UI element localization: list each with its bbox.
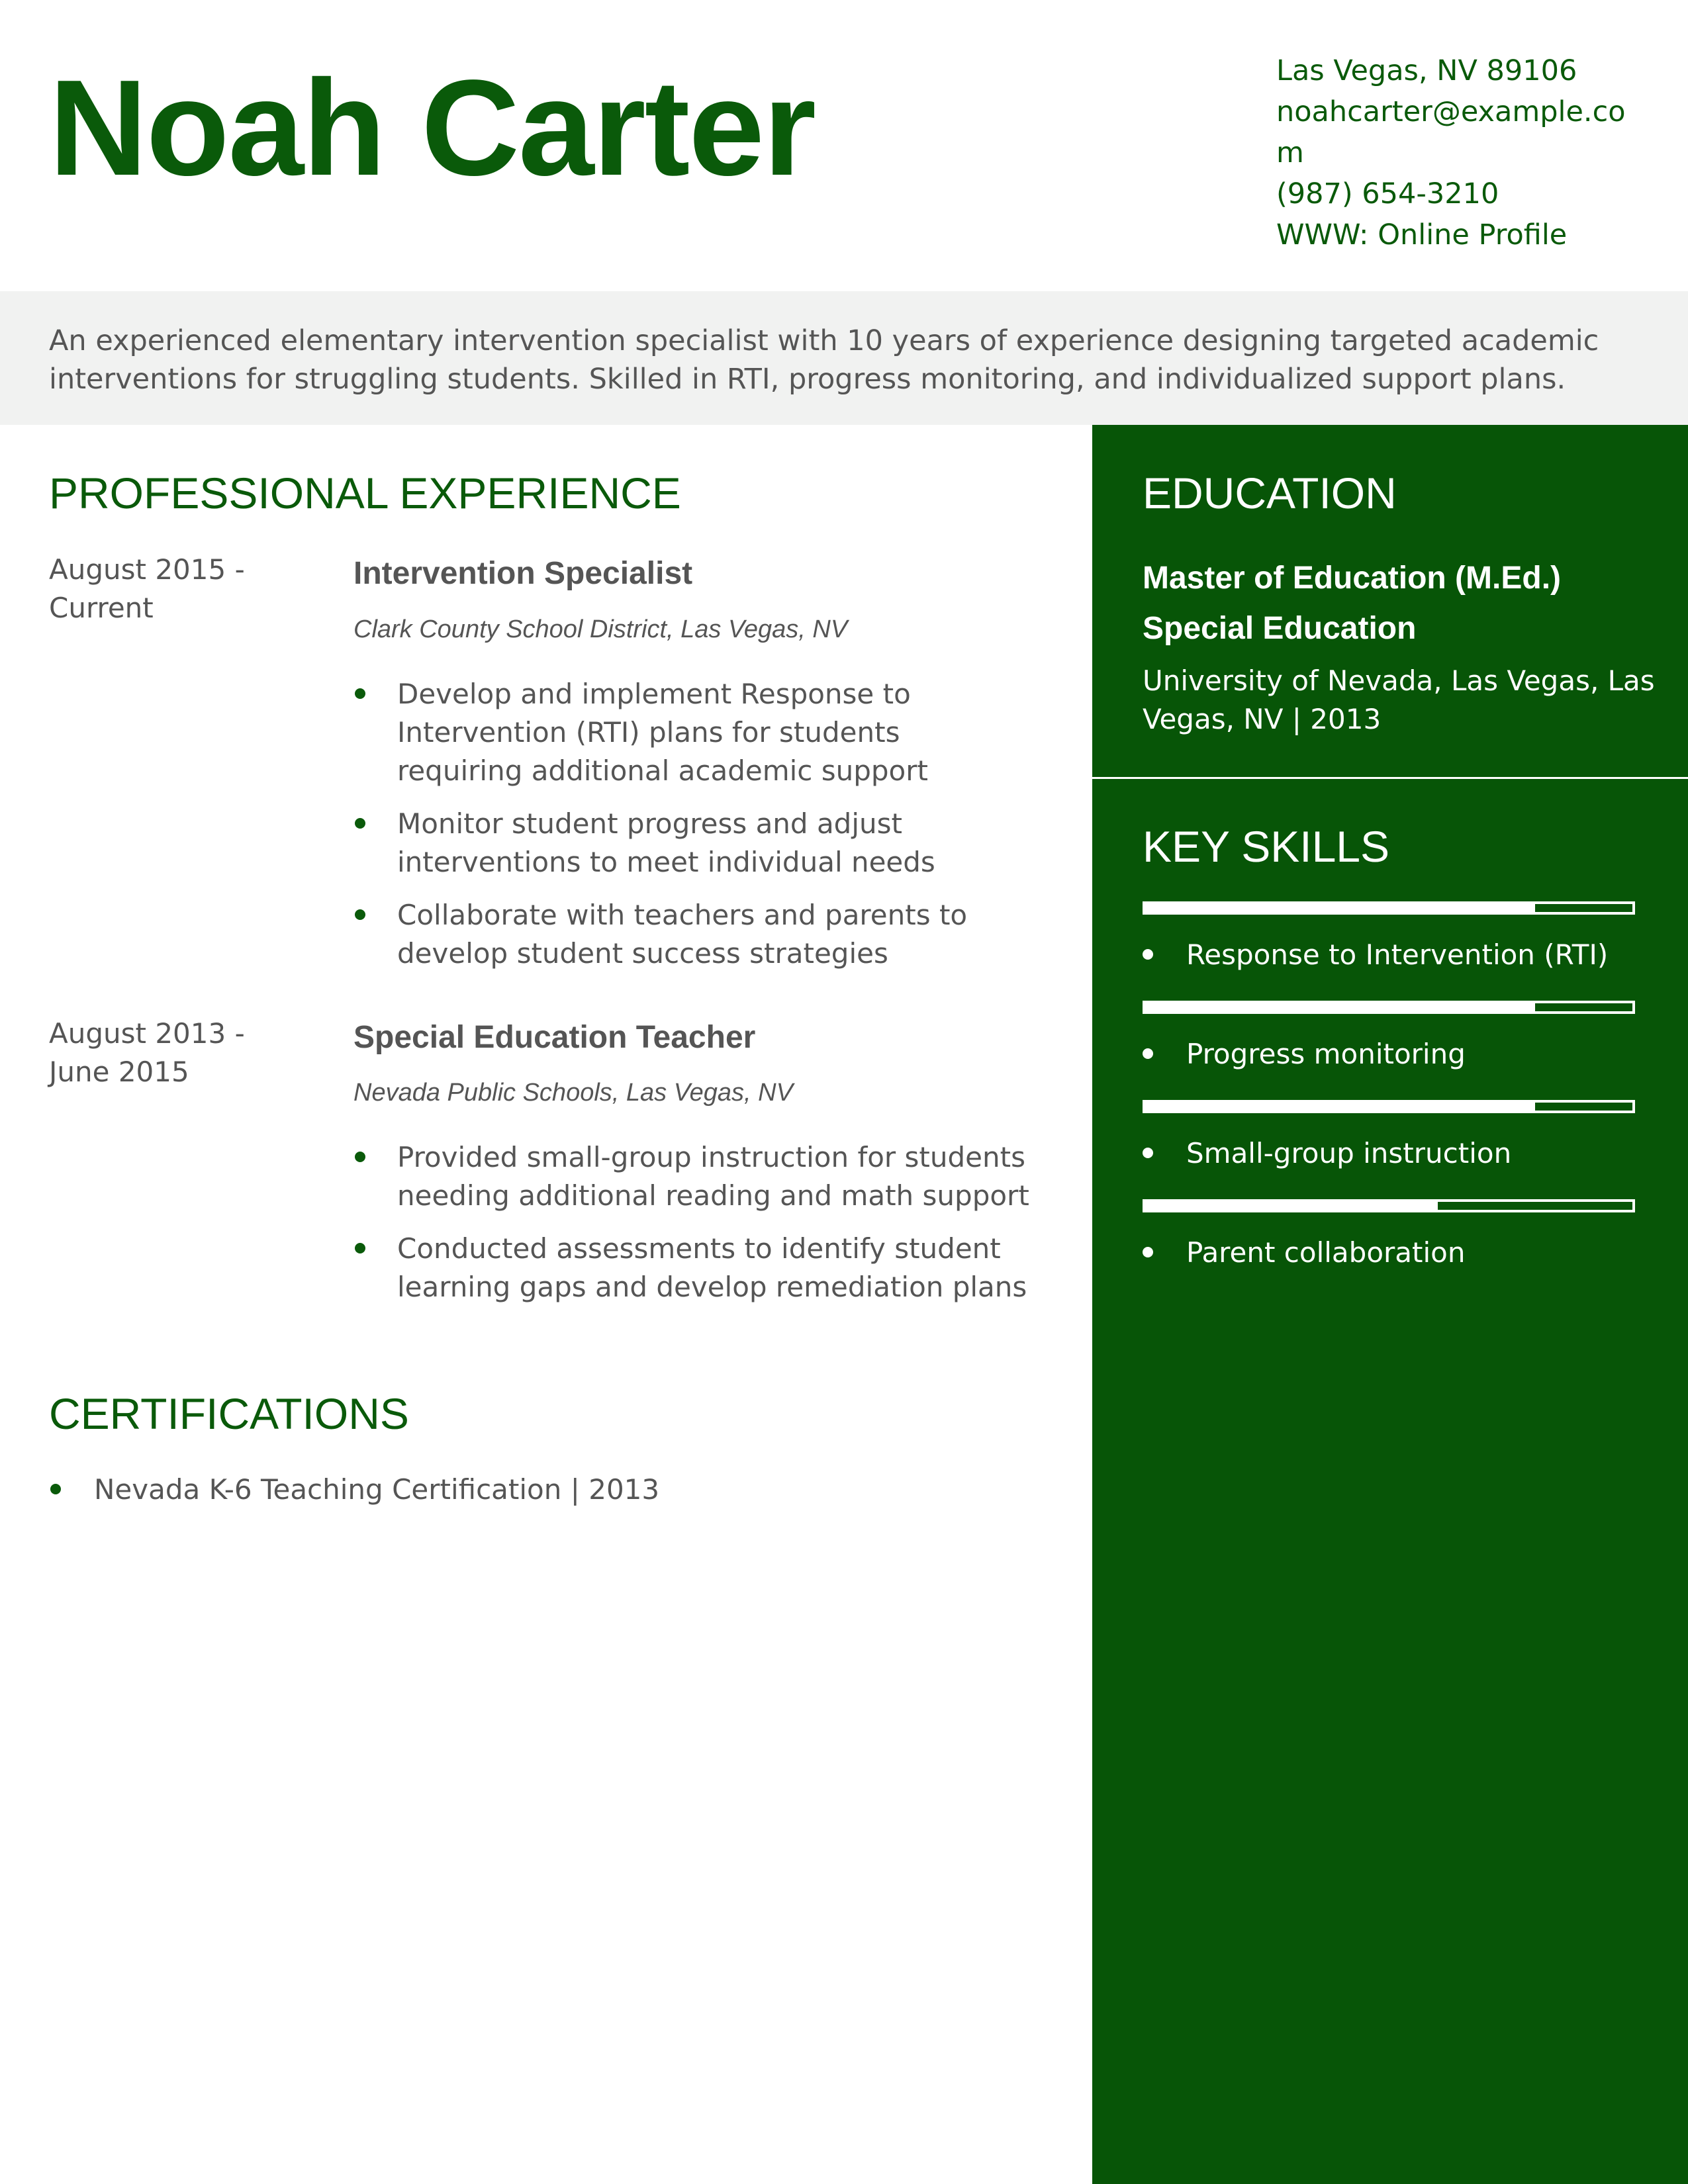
list-item: Conducted assessments to identify student learning gaps and develop remediation plans <box>353 1230 1042 1306</box>
skill-item: Response to Intervention (RTI) <box>1143 936 1659 974</box>
skill-level-bar <box>1143 1199 1635 1212</box>
job-dates: August 2015 - Current <box>49 553 245 624</box>
job-employer: Clark County School District, Las Vegas, NV <box>353 615 848 643</box>
sidebar-divider <box>1092 777 1688 779</box>
bullet-icon <box>355 818 365 829</box>
skill-level-bar <box>1143 901 1635 915</box>
list-item: Collaborate with teachers and parents to develop student success strategies <box>353 896 1029 973</box>
skills-heading: KEY SKILLS <box>1143 822 1390 871</box>
skill-item: Progress monitoring <box>1143 1035 1659 1073</box>
certifications-list <box>49 1471 1042 1509</box>
header <box>0 0 1688 291</box>
bullet-icon <box>355 688 365 699</box>
bullet-icon <box>1143 949 1153 960</box>
skill-item: Parent collaboration <box>1143 1234 1659 1272</box>
skill-level-fill <box>1145 1003 1535 1011</box>
bullet-icon <box>1143 1247 1153 1257</box>
skill-level-fill <box>1145 1103 1535 1111</box>
job-employer: Nevada Public Schools, Las Vegas, NV <box>353 1079 793 1107</box>
skill-level-bar <box>1143 1001 1635 1014</box>
degree-field: Special Education <box>1143 611 1417 646</box>
contact-info <box>1276 50 1634 255</box>
contact-phone: (987) 654-3210 <box>1276 177 1499 210</box>
skill-level-fill <box>1145 904 1535 912</box>
list-item: Provided small-group instruction for students needing additional reading and math support <box>353 1138 1042 1215</box>
education-degree <box>1143 553 1659 654</box>
skill-item: Small-group instruction <box>1143 1134 1659 1173</box>
bullet-icon <box>355 909 365 920</box>
skill-level-fill <box>1145 1202 1438 1210</box>
education-heading: EDUCATION <box>1143 469 1397 518</box>
experience-heading: PROFESSIONAL EXPERIENCE <box>49 469 681 518</box>
job-title: Intervention Specialist <box>353 556 693 591</box>
bullet-icon <box>50 1484 61 1494</box>
skill-level-bar <box>1143 1100 1635 1113</box>
bullet-icon <box>355 1152 365 1162</box>
bullet-icon <box>1143 1048 1153 1059</box>
job-bullets <box>353 1138 1042 1321</box>
education-school: University of Nevada, Las Vegas, Las Vegas, NV | 2013 <box>1143 664 1655 735</box>
job-title: Special Education Teacher <box>353 1020 756 1055</box>
candidate-name: Noah Carter <box>49 52 816 204</box>
contact-email[interactable]: noahcarter@example.com <box>1276 95 1626 169</box>
job-bullets <box>353 675 1029 987</box>
list-item: Nevada K-6 Teaching Certification | 2013 <box>49 1471 1042 1509</box>
summary-text: An experienced elementary intervention specialist with 10 years of experience designing targeted academic interventions for struggling students. Skilled in RTI, progress monitoring, and individualized support plans. <box>49 324 1599 396</box>
bullet-icon <box>355 1243 365 1253</box>
list-item: Monitor student progress and adjust interventions to meet individual needs <box>353 805 1029 882</box>
bullet-icon <box>1143 1148 1153 1158</box>
list-item: Develop and implement Response to Intervention (RTI) plans for students requiring additional academic support <box>353 675 1029 790</box>
certifications-heading: CERTIFICATIONS <box>49 1389 409 1438</box>
contact-location: Las Vegas, NV 89106 <box>1276 54 1577 87</box>
job-dates: August 2013 - June 2015 <box>49 1017 245 1088</box>
degree-name: Master of Education (M.Ed.) <box>1143 561 1562 596</box>
contact-website[interactable]: WWW: Online Profile <box>1276 218 1568 251</box>
